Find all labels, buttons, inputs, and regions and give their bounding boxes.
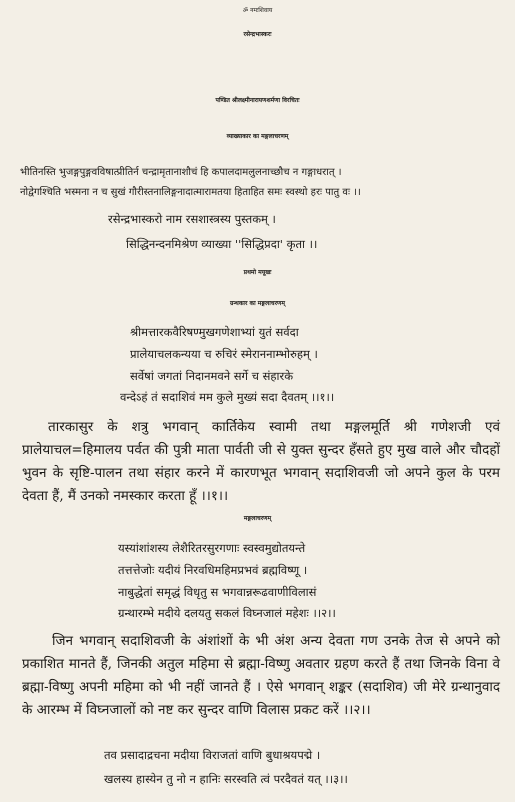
book-title: रसेन्द्रभास्करः [243, 31, 272, 38]
author-line: पण्डित श्रीलक्ष्मीनारायणशर्मणा विरचितः [215, 97, 300, 104]
chapter-heading: प्रथमो मयूखः [243, 269, 272, 276]
vyakhyakar-verse-line: भीतिनस्ति भुजङ्गपुङ्गवविषात्प्रीतिर्न चन्द्रामृतानाशौचं हि कपालदामलुलनाच्छौच न गङ्गाधरात् । [20, 167, 342, 178]
granthkar-verse-line: सर्वेषां जगतां निदानमवने सर्गे च संहारके [130, 369, 294, 383]
vyakhyakar-verse-line: नोद्वेगश्चिति भस्मना न च सुखं गौरीस्तनालिङ्गनादात्मारामतया हिताहित समः स्वस्थो हरः पातु वः ।। [20, 187, 361, 198]
mangalacharan-heading: मङ्गलाचरणम् [243, 515, 272, 522]
granthkar-commentary: तारकासुर के शत्रु भगवान् कार्तिकेय स्वामी तथा मङ्गलमूर्ति श्री गणेशजी एवं प्रालेयाचल=हिमालय पर्वत की पुत्री माता पार्वती जी से युक्त सुन्दर हँसते हुए मुख वाले और चौदहों भुवन के सृष्टि-पालन तथा संहार करने में कारणभूत भगवान् सदाशिवजी जो अपने कुल के परम देवता हैं, मैं उनको नमस्कार करता हूँ ।।१।। [22, 419, 500, 504]
mangalacharan-verse-line: यस्यांशांशस्य लेशैरितरसुरगणाः स्वस्वमुद्योतयन्ते [118, 541, 306, 555]
granthkar-verse-line: श्रीमत्तारकवैरिषण्मुखगणेशाभ्यां युतं सर्वदा [130, 325, 299, 339]
closing-verse-line: खलस्य हास्येन तु नो न हानिः सरस्वति त्वं परदैवतं यत् ।।३।। [104, 772, 348, 786]
granthkar-heading: ग्रन्थकार का मङ्गलाचरणम् [230, 300, 285, 307]
mangalacharan-commentary: जिन भगवान् सदाशिवजी के अंशांशों के भी अंश अन्य देवता गण उनके तेज से अपने को प्रकाशित मानते हैं, जिनकी अतुल महिमा से ब्रह्मा-विष्णु अवतार ग्रहण करते हैं तथा जिनके विना वे ब्रह्मा-विष्णु अपनी महिमा को भी नहीं जानते हैं । ऐसे भगवान् शङ्कर (सदाशिव) जी मेरे ग्रन्थानुवाद के आरम्भ में विघ्नजालों को नष्ट कर सुन्दर वाणि विलास प्रकट करें ।।२।। [22, 633, 500, 718]
granthkar-verse-line: वन्देऽहं तं सदाशिवं मम कुले मुख्यं सदा दैवतम् ।।१।। [120, 390, 335, 404]
vyakhyakar-verse-line: सिद्धिनन्दनमिश्रेण व्याख्या ''सिद्धिप्रदा' कृता ।। [126, 237, 318, 251]
granthkar-verse-line: प्रालेयाचलकन्यया च रुचिरं स्मेराननाम्भोरुहम् । [130, 347, 318, 361]
mangalacharan-verse-line: ग्रन्थारम्भे मदीये दलयतु सकलं विघ्नजालं महेशः ।।२।। [118, 606, 336, 620]
invocation: ॐ नमःशिवाय [242, 7, 273, 14]
closing-verse-line: तव प्रसादाद्रचना मदीया विराजतां वाणि बुधाश्रयपद्मे । [104, 748, 321, 762]
vyakhyakar-heading: व्याख्याकार का मङ्गलाचरणम् [226, 133, 289, 140]
mangalacharan-verse-line: नाबुद्धेतां समृद्धं विधृतु स भगवान्नरूढवाणीविलासं [118, 585, 317, 599]
mangalacharan-verse-line: तत्तत्तेजोः यदीयं निरवधिमहिमप्रभवं ब्रह्मविष्णू । [118, 563, 308, 577]
vyakhyakar-verse-line: रसेन्द्रभास्करो नाम रसशास्त्रस्य पुस्तकम् । [108, 212, 276, 226]
